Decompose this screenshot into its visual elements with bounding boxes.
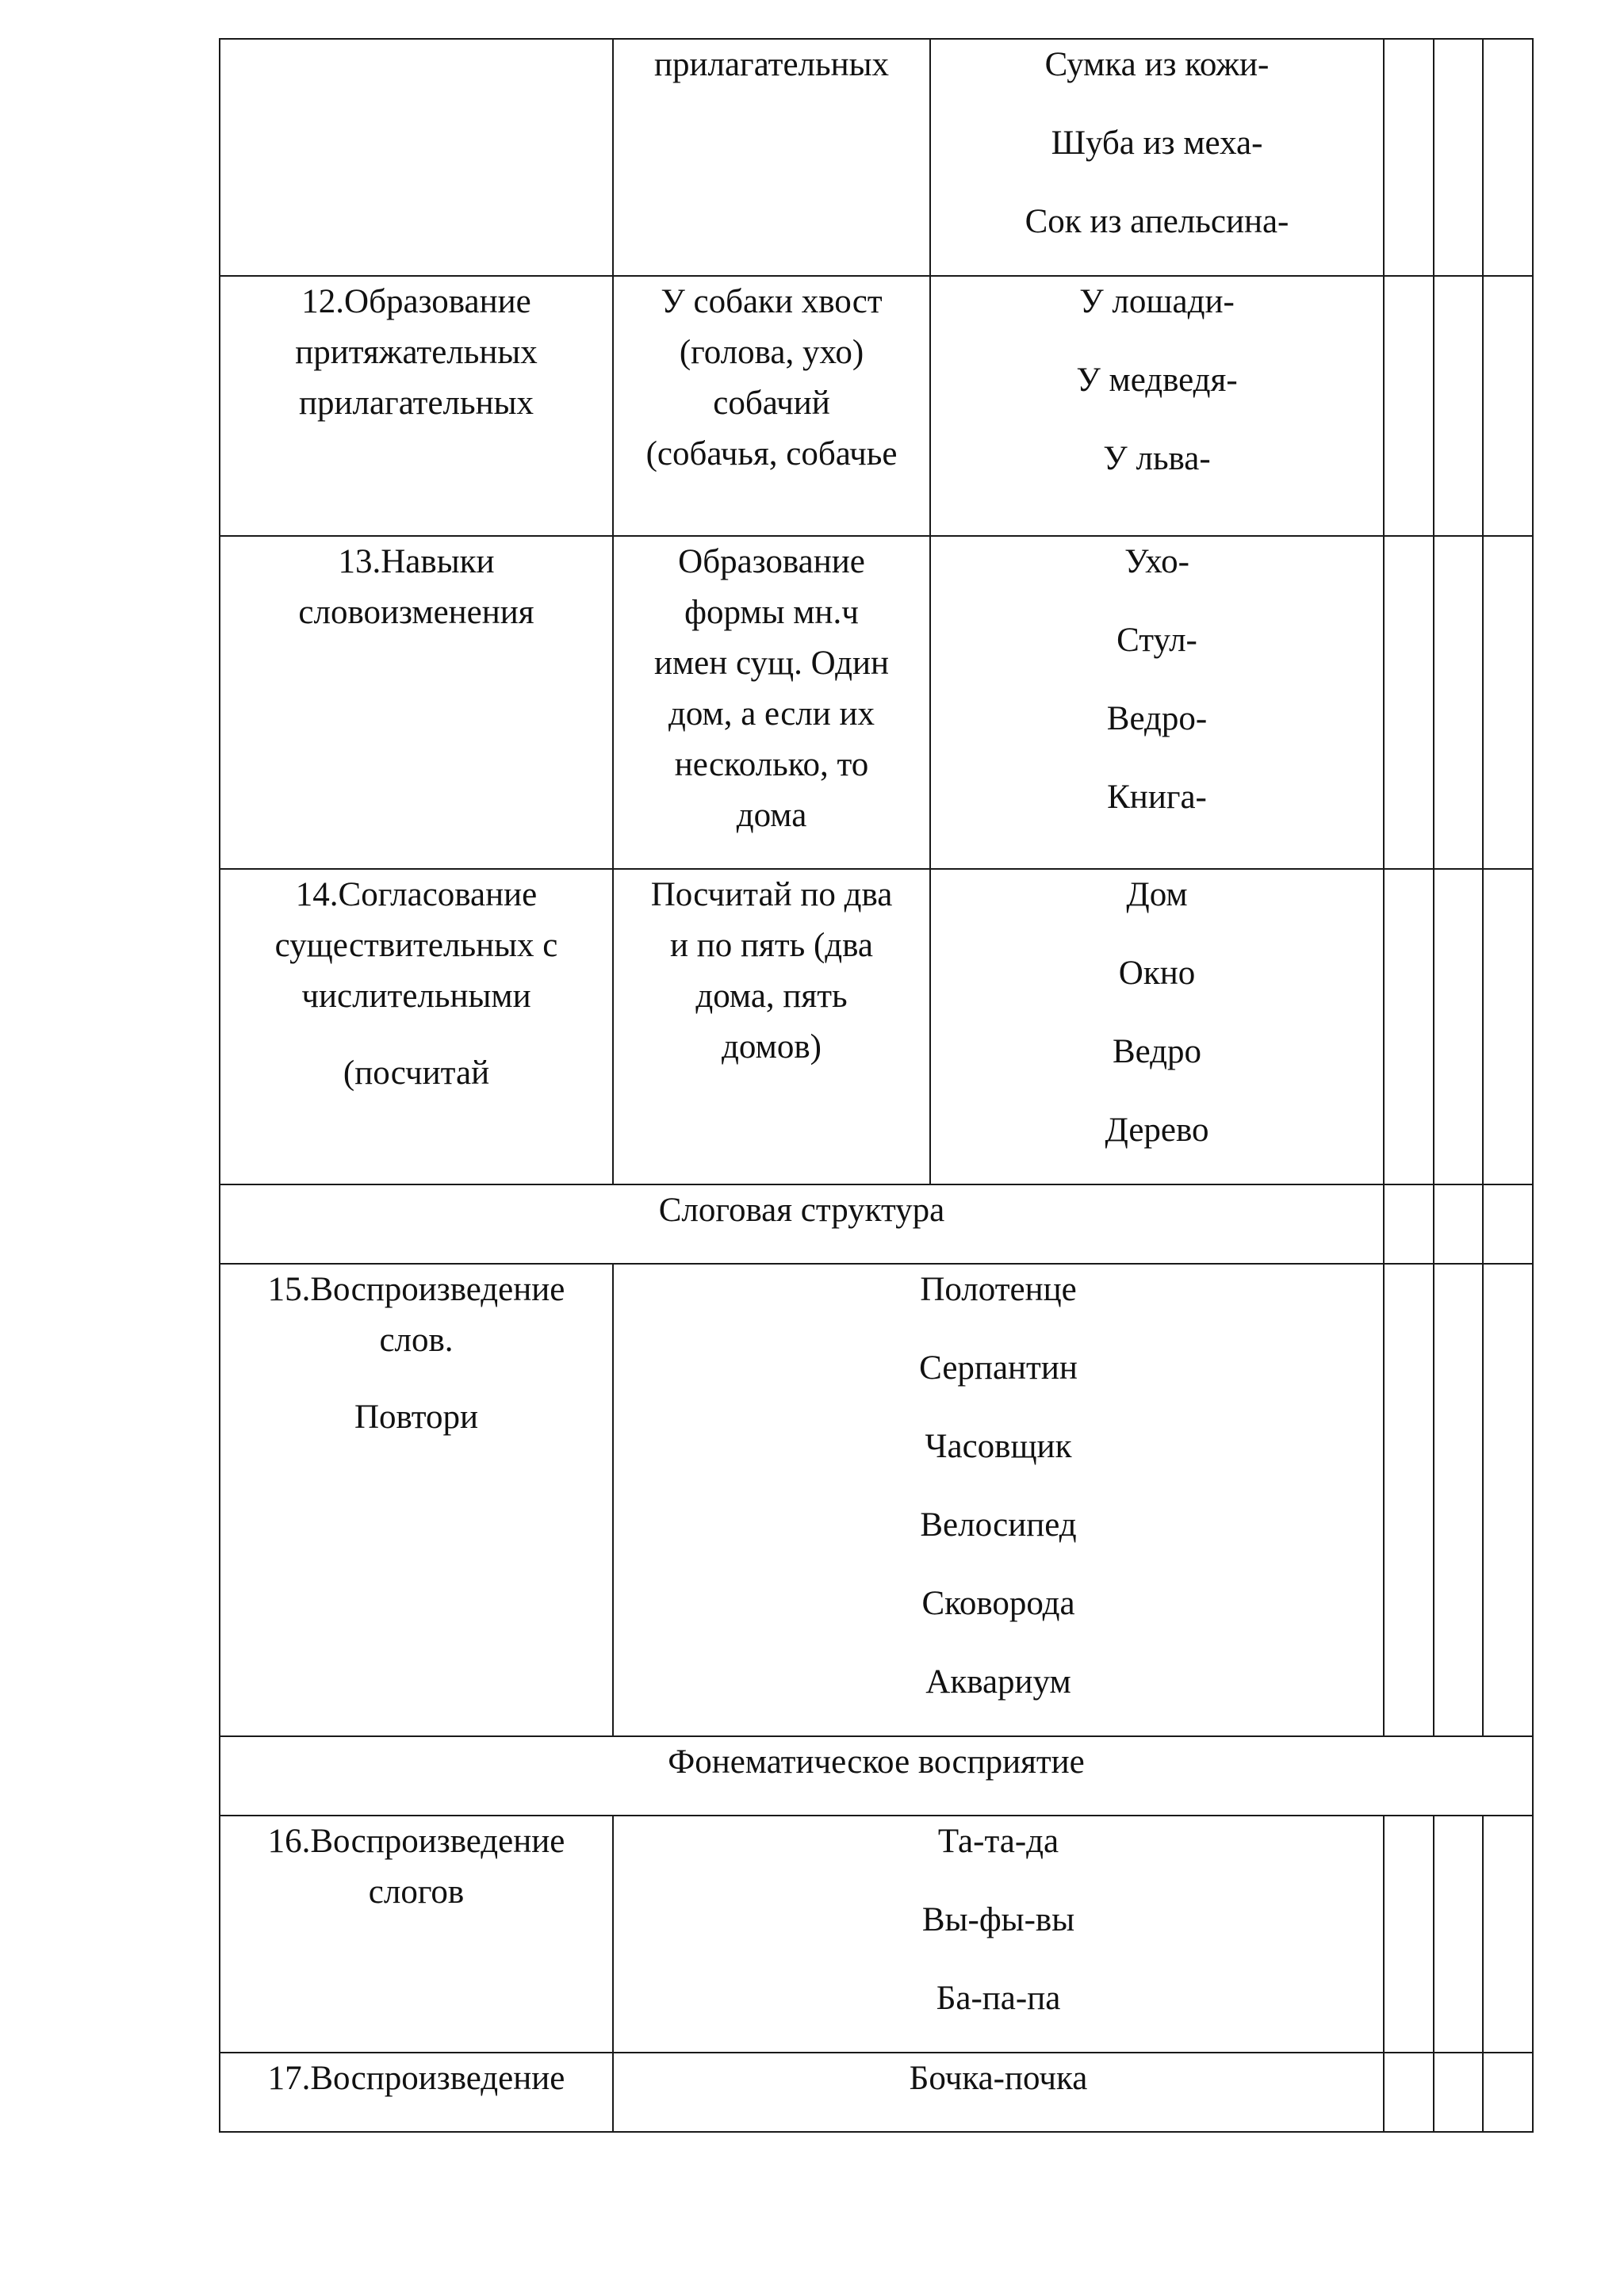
criterion-line: притяжательных xyxy=(295,334,538,371)
criterion-line: 17.Воспроизведение xyxy=(267,2060,565,2097)
word-item: Серпантин xyxy=(919,1349,1078,1387)
task-line: дома xyxy=(736,797,807,834)
task-line: дома, пять xyxy=(695,978,848,1015)
word-item: Ухо- xyxy=(1124,543,1189,580)
assessment-table xyxy=(219,38,1534,2133)
task-line: несколько, то xyxy=(674,746,869,783)
criterion-line: существительных с xyxy=(274,927,558,964)
score-cell[interactable] xyxy=(1384,2053,1434,2132)
word-item: Окно xyxy=(1118,955,1196,992)
score-cell[interactable] xyxy=(1384,1184,1434,1264)
task-line: прилагательных xyxy=(653,46,890,83)
words-cell-17 xyxy=(613,2053,1384,2132)
word-item: Часовщик xyxy=(925,1428,1072,1465)
criterion-line: числительными xyxy=(301,978,531,1015)
section-heading: Слоговая структура xyxy=(220,1184,1384,1264)
criterion-cell-12 xyxy=(220,276,613,536)
score-cell[interactable] xyxy=(1483,869,1533,1184)
task-line: и по пять (два xyxy=(670,927,873,964)
score-cell[interactable] xyxy=(1434,1184,1483,1264)
score-cell[interactable] xyxy=(1483,276,1533,536)
criterion-line: 15.Воспроизведение xyxy=(267,1271,565,1308)
word-item: Ба-па-па xyxy=(936,1980,1061,2017)
task-line: собачий xyxy=(713,385,830,422)
criterion-line: (посчитай xyxy=(343,1054,490,1092)
spacer xyxy=(225,1022,607,1048)
words-cell-16 xyxy=(613,1816,1384,2053)
word-item: Аквариум xyxy=(925,1663,1071,1701)
word-item: Велосипед xyxy=(920,1506,1077,1544)
score-cell[interactable] xyxy=(1483,1264,1533,1736)
word-item: Та-та-да xyxy=(937,1823,1059,1860)
score-cell[interactable] xyxy=(1434,1264,1483,1736)
score-cell[interactable] xyxy=(1483,1816,1533,2053)
task-line: дом, а если их xyxy=(668,695,875,733)
words-cell-11 xyxy=(930,39,1384,276)
score-cell[interactable] xyxy=(1434,536,1483,869)
criterion-line: Повтори xyxy=(354,1399,479,1436)
table-row-12 xyxy=(220,276,1533,536)
criterion-line: 16.Воспроизведение xyxy=(267,1823,565,1860)
spacer xyxy=(225,1366,607,1392)
word-item: Книга- xyxy=(1107,779,1207,816)
task-line: (голова, ухо) xyxy=(679,334,864,371)
section-heading: Фонематическое восприятие xyxy=(220,1736,1533,1816)
word-item: Шуба из меха- xyxy=(1051,124,1263,162)
word-item: Сковорода xyxy=(921,1585,1075,1622)
criterion-cell-13 xyxy=(220,536,613,869)
table-row-17 xyxy=(220,2053,1533,2132)
table-row-16 xyxy=(220,1816,1533,2053)
word-item: Дерево xyxy=(1105,1112,1209,1149)
criterion-line: слогов xyxy=(368,1873,465,1911)
score-cell[interactable] xyxy=(1384,276,1434,536)
score-cell[interactable] xyxy=(1384,869,1434,1184)
task-line: Образование xyxy=(678,543,865,580)
task-cell-13 xyxy=(613,536,930,869)
criterion-cell-11 xyxy=(220,39,613,276)
table-row-11 xyxy=(220,39,1533,276)
score-cell[interactable] xyxy=(1434,39,1483,276)
score-cell[interactable] xyxy=(1483,2053,1533,2132)
task-line: домов) xyxy=(722,1028,822,1066)
criterion-cell-16 xyxy=(220,1816,613,2053)
task-line: Посчитай по два xyxy=(650,876,893,913)
word-item: Сок из апельсина- xyxy=(1025,203,1289,240)
score-cell[interactable] xyxy=(1384,39,1434,276)
task-cell-12 xyxy=(613,276,930,536)
word-item: Стул- xyxy=(1116,622,1197,659)
table-row-15 xyxy=(220,1264,1533,1736)
task-line: формы мн.ч xyxy=(684,594,859,631)
word-item: Ведро- xyxy=(1106,700,1208,737)
words-cell-15 xyxy=(613,1264,1384,1736)
words-cell-14 xyxy=(930,869,1384,1184)
score-cell[interactable] xyxy=(1384,1264,1434,1736)
criterion-line: 13.Навыки xyxy=(338,543,495,580)
criterion-line: слов. xyxy=(379,1322,454,1359)
task-cell-14 xyxy=(613,869,930,1184)
score-cell[interactable] xyxy=(1434,2053,1483,2132)
section-row-syllable xyxy=(220,1184,1533,1264)
word-item: Ведро xyxy=(1112,1033,1202,1070)
words-cell-12 xyxy=(930,276,1384,536)
score-cell[interactable] xyxy=(1434,1816,1483,2053)
task-line: имен сущ. Один xyxy=(653,645,890,682)
task-line: (собачья, собачье xyxy=(645,435,898,473)
score-cell[interactable] xyxy=(1483,536,1533,869)
word-item: Полотенце xyxy=(920,1271,1077,1308)
task-cell-11 xyxy=(613,39,930,276)
score-cell[interactable] xyxy=(1384,536,1434,869)
criterion-cell-15 xyxy=(220,1264,613,1736)
word-item: Дом xyxy=(1126,876,1188,913)
criterion-line: 14.Согласование xyxy=(295,876,538,913)
score-cell[interactable] xyxy=(1483,39,1533,276)
score-cell[interactable] xyxy=(1384,1816,1434,2053)
word-item: Вы-фы-вы xyxy=(921,1901,1075,1938)
criterion-cell-14 xyxy=(220,869,613,1184)
criterion-line: 12.Образование xyxy=(301,283,531,320)
criterion-cell-17 xyxy=(220,2053,613,2132)
section-row-phonemic xyxy=(220,1736,1533,1816)
word-item: Сумка из кожи- xyxy=(1044,46,1270,83)
table-row-14 xyxy=(220,869,1533,1184)
word-item: У лошади- xyxy=(1079,283,1235,320)
words-cell-13 xyxy=(930,536,1384,869)
word-item: Бочка-почка xyxy=(909,2060,1088,2097)
table-row-13 xyxy=(220,536,1533,869)
score-cell[interactable] xyxy=(1434,869,1483,1184)
score-cell[interactable] xyxy=(1434,276,1483,536)
score-cell[interactable] xyxy=(1483,1184,1533,1264)
criterion-line: словоизменения xyxy=(298,594,534,631)
criterion-line: прилагательных xyxy=(298,385,534,422)
word-item: У медведя- xyxy=(1076,362,1238,399)
word-item: У льва- xyxy=(1103,440,1211,477)
task-line: У собаки хвост xyxy=(661,283,883,320)
